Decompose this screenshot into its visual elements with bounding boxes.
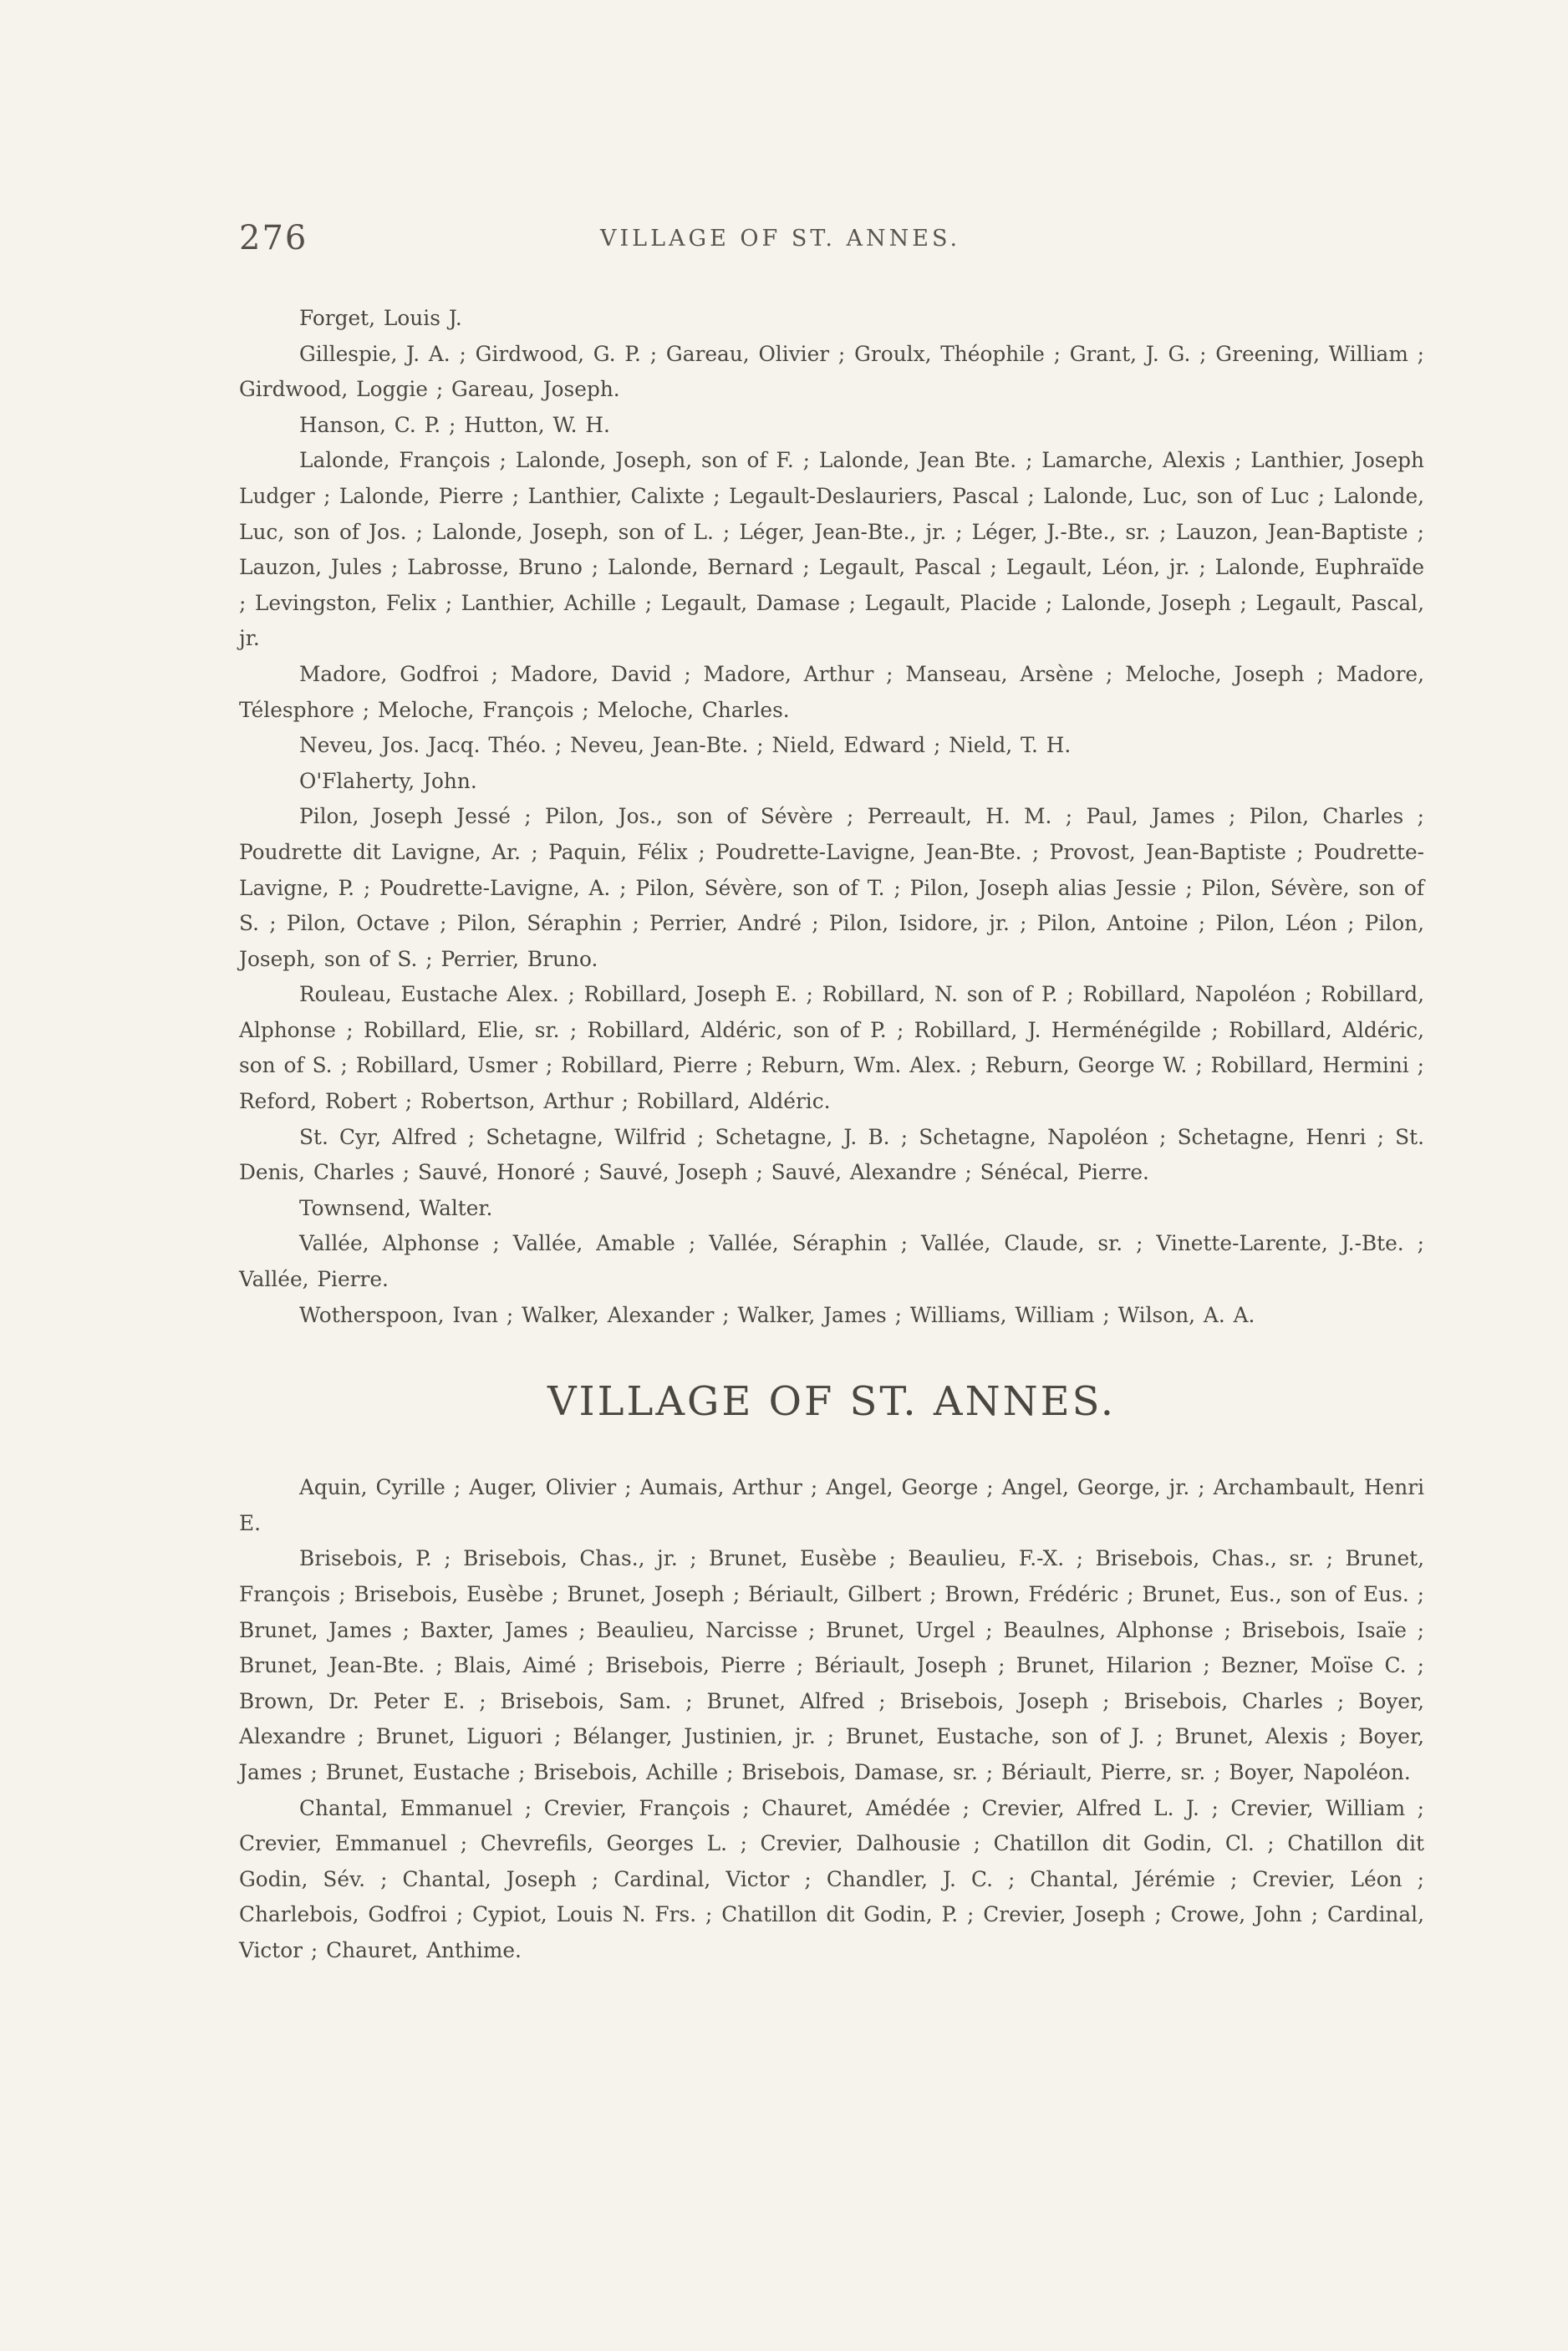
list-paragraph: St. Cyr, Alfred ; Schetagne, Wilfrid ; Schetagne, J. B. ; Schetagne, Napoléon ; Schetagne, Henri ; St. Denis, Charles ; Sauvé, Honoré ; Sauvé, Joseph ; Sauvé, Alexandre ; Sénécal, Pierre. bbox=[239, 1124, 1424, 1185]
list-paragraph: Pilon, Joseph Jessé ; Pilon, Jos., son of Sévère ; Perreault, H. M. ; Paul, James ; Pilon, Charles ; Poudrette dit Lavigne, Ar. ; Paquin, Félix ; Poudrette-Lavigne, Jean-Bte. ; Provost, Jean-Baptiste ; Poudrette-Lavigne, P. ; Poudrette-Lavigne, A. ; Pilon, Sévère, son of T. ; Pilon, Joseph alias Jessie ; Pilon, Sévère, son of S. ; Pilon, Octave ; Pilon, Séraphin ; Perrier, André ; Pilon, Isidore, jr. ; Pilon, Antoine ; Pilon, Léon ; Pilon, Joseph, son of S. ; Perrier, Bruno. bbox=[239, 804, 1424, 971]
list-paragraph: Wotherspoon, Ivan ; Walker, Alexander ; Walker, James ; Williams, William ; Wilson, A. A. bbox=[299, 1302, 1255, 1327]
page-number: 276 bbox=[239, 219, 308, 257]
list-paragraph: Madore, Godfroi ; Madore, David ; Madore, Arthur ; Manseau, Arsène ; Meloche, Joseph ; Madore, Télesphore ; Meloche, François ; Meloche, Charles. bbox=[239, 661, 1424, 722]
page bbox=[239, 219, 1424, 1969]
list-paragraph: Brisebois, P. ; Brisebois, Chas., jr. ; Brunet, Eusèbe ; Beaulieu, F.-X. ; Brisebois, Chas., sr. ; Brunet, François ; Brisebois, Eusèbe ; Brunet, Joseph ; Bériault, Gilbert ; Brown, Frédéric ; Brunet, Eus., son of Eus. ; Brunet, James ; Baxter, James ; Beaulieu, Narcisse ; Brunet, Urgel ; Beaulnes, Alphonse ; Brisebois, Isaïe ; Brunet, Jean-Bte. ; Blais, Aimé ; Brisebois, Pierre ; Bériault, Joseph ; Brunet, Hilarion ; Bezner, Moïse C. ; Brown, Dr. Peter E. ; Brisebois, Sam. ; Brunet, Alfred ; Brisebois, Joseph ; Brisebois, Charles ; Boyer, Alexandre ; Brunet, Liguori ; Bélanger, Justinien, jr. ; Brunet, Eustache, son of J. ; Brunet, Alexis ; Boyer, James ; Brunet, Eustache ; Brisebois, Achille ; Brisebois, Damase, sr. ; Bériault, Pierre, sr. ; Boyer, Napoléon. bbox=[239, 1546, 1424, 1784]
section-list-continued bbox=[239, 301, 1424, 1333]
list-paragraph: Aquin, Cyrille ; Auger, Olivier ; Aumais, Arthur ; Angel, George ; Angel, George, jr. ; Archambault, Henri E. bbox=[239, 1475, 1424, 1535]
list-paragraph: Vallée, Alphonse ; Vallée, Amable ; Vallée, Séraphin ; Vallée, Claude, sr. ; Vinette-Larente, J.-Bte. ; Vallée, Pierre. bbox=[239, 1231, 1424, 1292]
running-head bbox=[239, 219, 1424, 266]
section-village-st-annes bbox=[239, 1470, 1424, 1968]
list-paragraph: O'Flaherty, John. bbox=[299, 768, 477, 793]
section-heading: VILLAGE OF ST. ANNES. bbox=[547, 1378, 1117, 1426]
list-paragraph: Lalonde, François ; Lalonde, Joseph, son of F. ; Lalonde, Jean Bte. ; Lamarche, Alexis ; Lanthier, Joseph Ludger ; Lalonde, Pierre ; Lanthier, Calixte ; Legault-Deslauriers, Pascal ; Lalonde, Luc, son of Luc ; Lalonde, Luc, son of Jos. ; Lalonde, Joseph, son of L. ; Léger, Jean-Bte., jr. ; Léger, J.-Bte., sr. ; Lauzon, Jean-Baptiste ; Lauzon, Jules ; Labrosse, Bruno ; Lalonde, Bernard ; Legault, Pascal ; Legault, Léon, jr. ; Lalonde, Euphraïde ; Levingston, Felix ; Lanthier, Achille ; Legault, Damase ; Legault, Placide ; Lalonde, Joseph ; Legault, Pascal, jr. bbox=[239, 448, 1424, 651]
list-paragraph: Chantal, Emmanuel ; Crevier, François ; Chauret, Amédée ; Crevier, Alfred L. J. ; Crevier, William ; Crevier, Emmanuel ; Chevrefils, Georges L. ; Crevier, Dalhousie ; Chatillon dit Godin, Cl. ; Chatillon dit Godin, Sév. ; Chantal, Joseph ; Cardinal, Victor ; Chandler, J. C. ; Chantal, Jérémie ; Crevier, Léon ; Charlebois, Godfroi ; Cypiot, Louis N. Frs. ; Chatillon dit Godin, P. ; Crevier, Joseph ; Crowe, John ; Cardinal, Victor ; Chauret, Anthime. bbox=[239, 1795, 1424, 1962]
list-paragraph: Hanson, C. P. ; Hutton, W. H. bbox=[299, 412, 610, 437]
list-paragraph: Rouleau, Eustache Alex. ; Robillard, Joseph E. ; Robillard, N. son of P. ; Robillard, Napoléon ; Robillard, Alphonse ; Robillard, Elie, sr. ; Robillard, Aldéric, son of P. ; Robillard, J. Herménégilde ; Robillard, Aldéric, son of S. ; Robillard, Usmer ; Robillard, Pierre ; Reburn, Wm. Alex. ; Reburn, George W. ; Robillard, Hermini ; Reford, Robert ; Robertson, Arthur ; Robillard, Aldéric. bbox=[239, 982, 1424, 1114]
list-paragraph: Forget, Louis J. bbox=[299, 306, 462, 330]
running-head-title: VILLAGE OF ST. ANNES. bbox=[600, 226, 961, 252]
list-paragraph: Neveu, Jos. Jacq. Théo. ; Neveu, Jean-Bte. ; Nield, Edward ; Nield, T. H. bbox=[299, 733, 1072, 758]
list-paragraph: Townsend, Walter. bbox=[299, 1195, 493, 1220]
list-paragraph: Gillespie, J. A. ; Girdwood, G. P. ; Gareau, Olivier ; Groulx, Théophile ; Grant, J. G. ; Greening, William ; Girdwood, Loggie ; Gareau, Joseph. bbox=[239, 341, 1424, 402]
